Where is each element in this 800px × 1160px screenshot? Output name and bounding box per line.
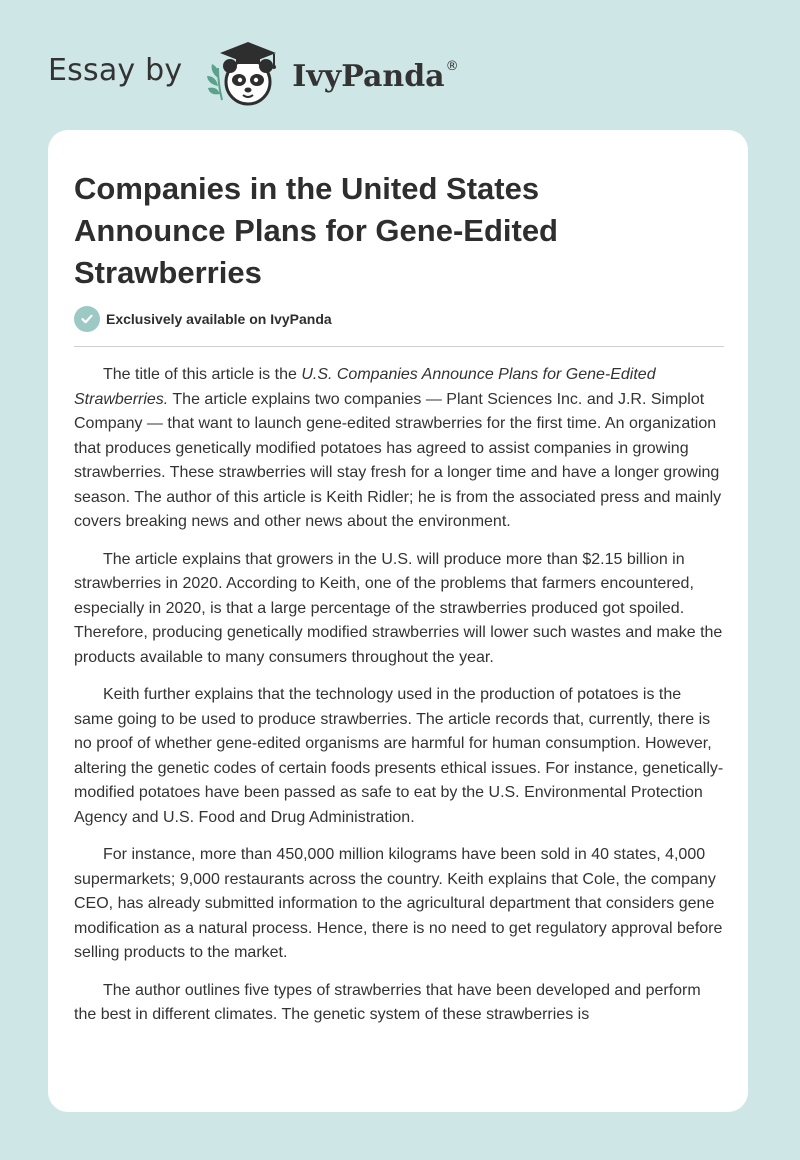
essay-body bbox=[74, 363, 724, 1041]
paragraph: For instance, more than 450,000 million kilograms have been sold in 40 states, 4,000 supermarkets; 9,000 restaurants across the country. Keith explains that Cole, the company CEO, has already submitted information to the agricultural department that considers gene modification as a natural process. Hence, there is no need to get regulatory approval before selling products to the market. bbox=[74, 846, 723, 961]
registered-mark: ® bbox=[445, 58, 459, 74]
badge-label: Exclusively available on IvyPanda bbox=[106, 311, 332, 327]
article-title-reference: U.S. Companies Announce Plans for Gene-Edited Strawberries. bbox=[74, 366, 656, 408]
divider bbox=[74, 346, 724, 347]
paragraph: Keith further explains that the technology used in the production of potatoes is the same going to be used to produce strawberries. The article records that, currently, there is no proof of whether gene-edited organisms are harmful for human consumption. However, altering the genetic codes of certain foods presents ethical issues. For instance, genetically-modified potatoes have been passed as safe to eat by the U.S. Environmental Protection Agency and U.S. Food and Drug Administration. bbox=[74, 686, 724, 826]
exclusive-badge bbox=[74, 306, 332, 332]
paragraph-rest: The article explains two companies — Plant Sciences Inc. and J.R. Simplot Company — that want to launch gene-edited strawberries for the first time. An organization that produces genetically modified potatoes has agreed to assist companies in growing strawberries. These strawberries will stay fresh for a longer time and have a longer growing season. The author of this article is Keith Ridler; he is from the associated press and mainly covers breaking news and other news about the environment. bbox=[74, 390, 722, 530]
paragraph-lead: The title of this article is the bbox=[103, 366, 302, 383]
essay-card bbox=[48, 130, 748, 1112]
brand-prefix: Essay by bbox=[48, 52, 183, 88]
paragraph: The article explains that growers in the U.S. will produce more than $2.15 billion in strawberries in 2020. According to Keith, one of the problems that farmers encountered, especially in 2020, is that a large percentage of the strawberries produced got spoiled. Therefore, producing genetically modified strawberries will lower such wastes and make the products available to many consumers throughout the year. bbox=[74, 550, 723, 666]
panda-graduate-logo-icon bbox=[196, 38, 286, 110]
paragraph: The author outlines five types of strawberries that have been developed and perform the best in different climates. The genetic system of these strawberries is bbox=[74, 981, 701, 1023]
brand-name: IvyPanda bbox=[292, 58, 445, 94]
check-circle-icon bbox=[74, 306, 100, 332]
paragraph bbox=[74, 363, 724, 535]
page-title: Companies in the United States Announce Plans for Gene-Edited Strawberries bbox=[74, 171, 558, 290]
site-logo[interactable] bbox=[48, 38, 459, 110]
